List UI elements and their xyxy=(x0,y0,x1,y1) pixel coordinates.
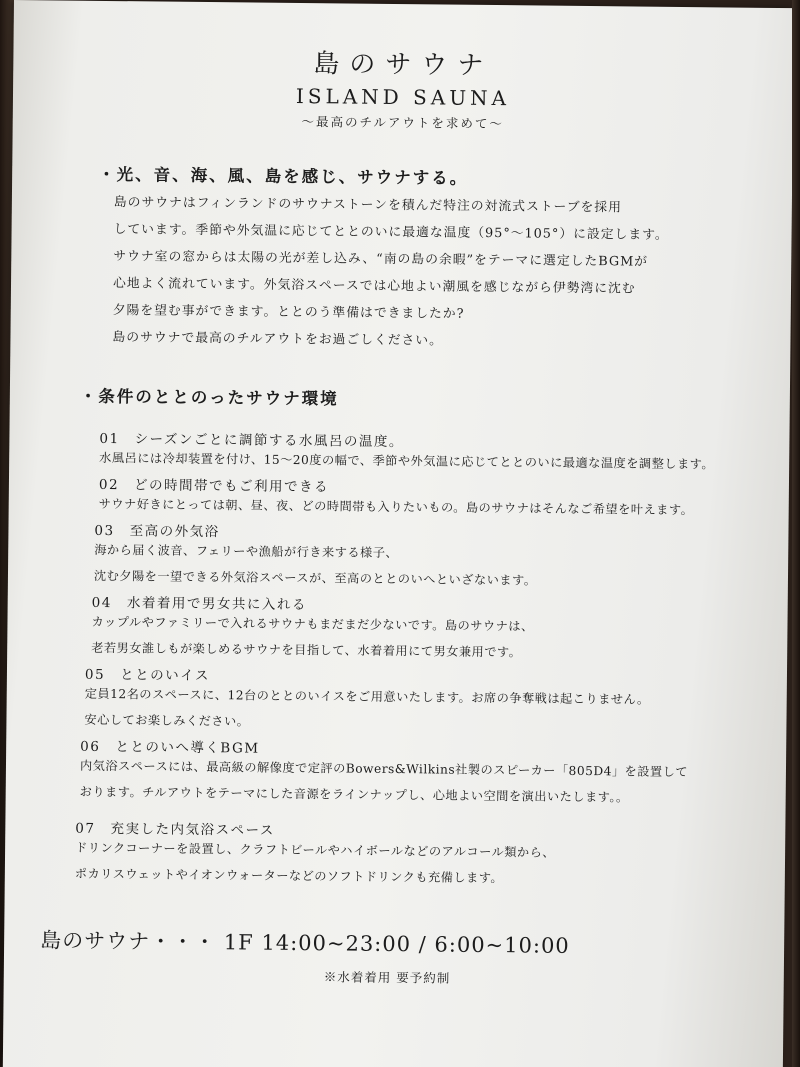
condition-text: ドリンクコーナーを設置し、クラフトビールやハイボールなどのアルコール類から、 xyxy=(75,840,556,860)
condition-text: ポカリスウェットやイオンウォーターなどのソフトドリンクも充備します。 xyxy=(74,866,504,886)
condition-item-04 xyxy=(91,591,534,668)
condition-item-03 xyxy=(94,519,537,596)
condition-item-01 xyxy=(99,427,714,475)
header xyxy=(13,40,794,135)
condition-text: 老若男女誰しもが楽しめるサウナを目指して、水着着用にて男女兼用です。 xyxy=(91,640,522,660)
intro-line: しています。季節や外気温に応じてととのいに最適な温度（95°～105°）に設定します。 xyxy=(113,222,669,243)
condition-title: 05 ととのいイス xyxy=(84,666,211,685)
condition-text: 定員12名のスペースに、12台のととのいイスをご用意いたします。お席の争奪戦は起こりません。 xyxy=(84,686,650,707)
intro-line: サウナ室の窓からは太陽の光が差し込み、“南の島の余暇”をテーマに選定したBGMが xyxy=(113,249,649,270)
menu-sheet xyxy=(3,0,794,1067)
condition-text: おります。チルアウトをテーマにした音源をラインナップし、心地よい空間を演出いたします。。 xyxy=(79,784,629,805)
condition-title: 03 至高の外気浴 xyxy=(94,522,220,541)
condition-title: 01 シーズンごとに調節する水風呂の温度。 xyxy=(99,430,404,451)
condition-title: 07 充実した内気浴スペース xyxy=(75,820,275,839)
condition-item-05 xyxy=(84,663,650,741)
intro-line: 島のサウナで最高のチルアウトをお過ごしください。 xyxy=(112,330,444,349)
title-english: ISLAND SAUNA xyxy=(295,83,511,111)
condition-text: 水風呂には冷却装置を付け、15～20度の幅で、季節や外気温に応じてととのいに最適な温度を調整します。 xyxy=(99,450,715,472)
condition-text: 内気浴スペースには、最高級の解像度で定評のBowers&Wilkins社製のスピーカー「805D4」を設置して xyxy=(79,758,689,780)
condition-text: カップルやファミリーで入れるサウナもまだまだ少ないです。島のサウナは、 xyxy=(91,614,534,634)
condition-text: 安心してお楽しみください。 xyxy=(84,712,250,729)
opening-hours: 島のサウナ・・・ 1F 14:00~23:00 / 6:00~10:00 xyxy=(40,928,570,958)
condition-text: 沈む夕陽を一望できる外気浴スペースが、至高のととのいへといざないます。 xyxy=(93,568,537,588)
subtitle: ～最高のチルアウトを求めて～ xyxy=(301,114,504,132)
condition-text: サウナ好きにとっては朝、昼、夜、どの時間帯も入りたいもの。島のサウナはそんなご希望を叶えます。 xyxy=(98,496,694,518)
reservation-note: ※水着着用 要予約制 xyxy=(323,969,451,986)
binder-edge-right xyxy=(792,0,800,1067)
condition-item-06 xyxy=(80,735,689,813)
title-japanese: 島のサウナ xyxy=(313,49,494,82)
conditions-heading: ・条件のととのったサウナ環境 xyxy=(79,386,339,409)
condition-title: 06 ととのいへ導くBGM xyxy=(80,738,260,757)
intro-paragraph xyxy=(112,189,754,358)
condition-item-02 xyxy=(99,473,694,521)
condition-item-07 xyxy=(75,817,556,894)
condition-text: 海から届く波音、フェリーや漁船が行き来する様子、 xyxy=(94,542,399,561)
intro-heading: ・光、音、海、風、島を感じ、サウナする。 xyxy=(98,164,469,188)
intro-line: 島のサウナはフィンランドのサウナストーンを積んだ特注の対流式ストーブを採用 xyxy=(113,195,622,216)
condition-title: 02 どの時間帯でもご利用できる xyxy=(98,476,330,496)
intro-line: 夕陽を望む事ができます。ととのう準備はできましたか? xyxy=(112,303,465,322)
condition-title: 04 水着着用で男女共に入れる xyxy=(91,594,307,614)
intro-line: 心地よく流れています。外気浴スペースでは心地よい潮風を感じながら伊勢湾に沈む xyxy=(112,276,636,297)
